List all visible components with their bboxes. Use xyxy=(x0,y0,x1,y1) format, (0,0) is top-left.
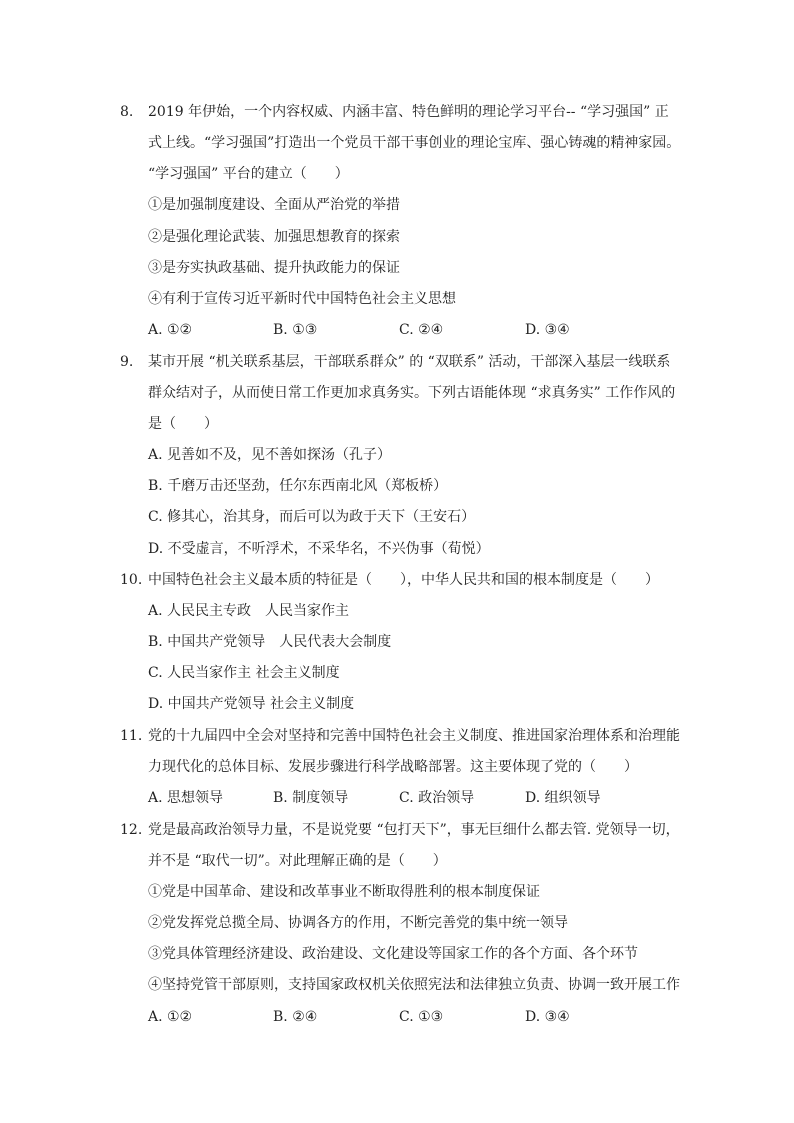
question-stem-line: 力现代化的总体目标、发展步骤进行科学战略部署。这主要体现了党的（ ） xyxy=(148,759,638,775)
option-a: A. 人民民主专政 人民当家作主 xyxy=(148,603,350,619)
question-number: 8. xyxy=(120,104,134,120)
statement-1: ①是加强制度建设、全面从严治党的举措 xyxy=(148,197,400,213)
choice-d: D. ③④ xyxy=(525,1009,570,1025)
choice-c: C. 政治领导 xyxy=(399,790,475,806)
question-stem-line: 党是最高政治领导力量，不是说党要 “包打天下”，事无巨细什么都去管. 党领导一切， xyxy=(148,822,680,838)
statement-3: ③党具体管理经济建设、政治建设、文化建设等国家工作的各个方面、各个环节 xyxy=(148,946,638,962)
choice-c: C. ①③ xyxy=(399,1009,444,1025)
choice-b: B. 制度领导 xyxy=(273,790,349,806)
question-stem-line: 某市开展 “机关联系基层，干部联系群众” 的 “双联系” 活动，干部深入基层一线联系 xyxy=(148,354,671,370)
statement-1: ①党是中国革命、建设和改革事业不断取得胜利的根本制度保证 xyxy=(148,884,540,900)
choice-a: A. 思想领导 xyxy=(148,790,224,806)
question-stem-line: 2019 年伊始，一个内容权威、内涵丰富、特色鲜明的理论学习平台-- “学习强国” 正 xyxy=(148,104,669,120)
question-number: 12. xyxy=(120,822,143,838)
question-stem-line: 中国特色社会主义最本质的特征是（ ），中华人民共和国的根本制度是（ ） xyxy=(148,572,659,588)
option-d: D. 中国共产党领导 社会主义制度 xyxy=(148,696,355,712)
question-stem-line: 是（ ） xyxy=(148,416,218,432)
statement-4: ④坚持党管干部原则，支持国家政权机关依照宪法和法律独立负责、协调一致开展工作 xyxy=(148,977,680,993)
choice-d: D. ③④ xyxy=(525,322,570,338)
question-stem-line: 式上线。“学习强国”打造出一个党员干部干事创业的理论宝库、强心铸魂的精神家园。 xyxy=(148,135,681,151)
statement-4: ④有利于宣传习近平新时代中国特色社会主义思想 xyxy=(148,291,456,307)
choice-a: A. ①② xyxy=(148,1009,193,1025)
option-c: C. 人民当家作主 社会主义制度 xyxy=(148,665,340,681)
option-a: A. 见善如不及，见不善如探汤（孔子） xyxy=(148,447,392,463)
question-number: 11. xyxy=(120,728,143,744)
choice-b: B. ②④ xyxy=(273,1009,318,1025)
question-number: 9. xyxy=(120,354,134,370)
question-stem-line: “学习强国” 平台的建立（ ） xyxy=(148,166,349,182)
question-stem-line: 群众结对子，从而使日常工作更加求真务实。下列古语能体现 “求真务实” 工作作风的 xyxy=(148,385,676,401)
option-b: B. 中国共产党领导 人民代表大会制度 xyxy=(148,634,392,650)
statement-3: ③是夯实执政基础、提升执政能力的保证 xyxy=(148,260,400,276)
question-number: 10. xyxy=(120,572,143,588)
option-b: B. 千磨万击还坚劲，任尔东西南北风（郑板桥） xyxy=(148,478,448,494)
choice-b: B. ①③ xyxy=(273,322,318,338)
question-stem-line: 并不是 “取代一切”。对此理解正确的是（ ） xyxy=(148,853,447,869)
option-c: C. 修其心，治其身，而后可以为政于天下（王安石） xyxy=(148,509,476,525)
statement-2: ②党发挥党总揽全局、协调各方的作用，不断完善党的集中统一领导 xyxy=(148,915,568,931)
choice-a: A. ①② xyxy=(148,322,193,338)
option-d: D. 不受虚言，不听浮术，不采华名，不兴伪事（荀悦） xyxy=(148,541,490,557)
statement-2: ②是强化理论武装、加强思想教育的探索 xyxy=(148,229,400,245)
choice-c: C. ②④ xyxy=(399,322,444,338)
question-stem-line: 党的十九届四中全会对坚持和完善中国特色社会主义制度、推进国家治理体系和治理能 xyxy=(148,728,680,744)
choice-d: D. 组织领导 xyxy=(525,790,601,806)
